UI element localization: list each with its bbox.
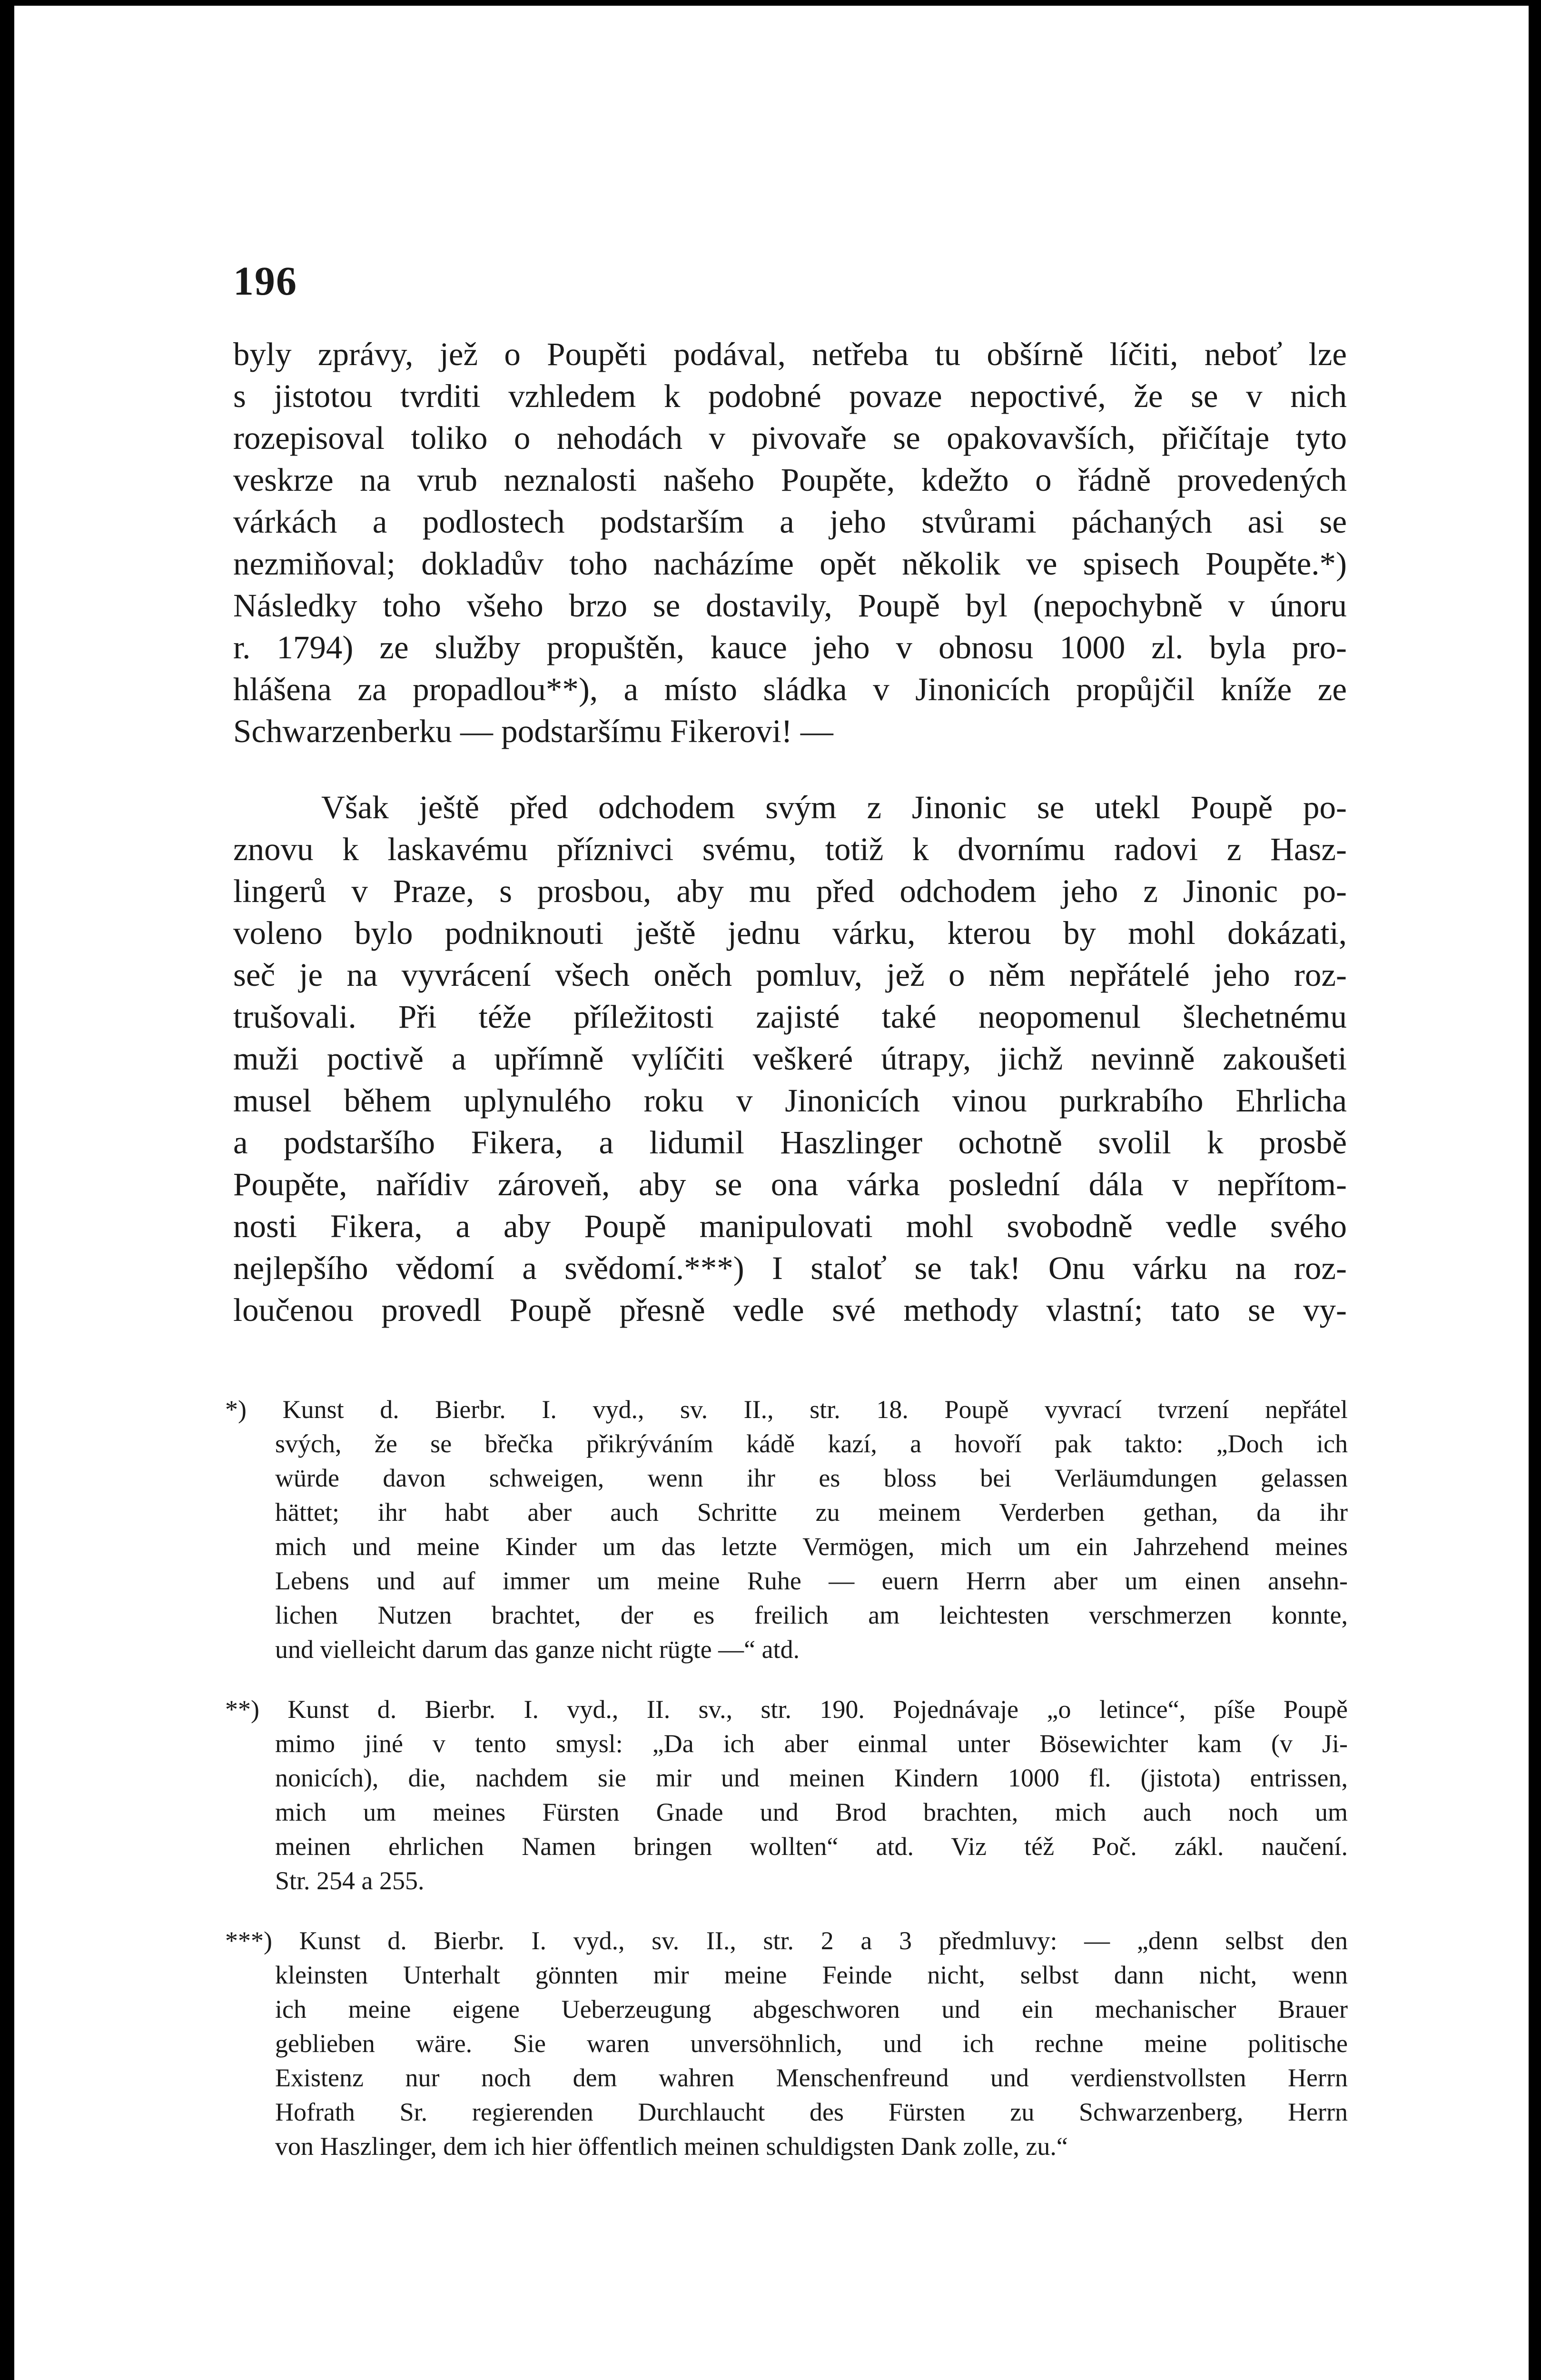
- text-line: voleno bylo podniknouti ještě jednu várku, kterou by mohl dokázati,: [233, 915, 1347, 951]
- footnote-line: Lebens und auf immer um meine Ruhe — euern Herrn aber um einen ansehn-: [275, 1567, 1348, 1595]
- footnote-line: geblieben wäre. Sie waren unversöhnlich, und ich rechne meine politische: [275, 2029, 1348, 2058]
- text-line: musel během uplynulého roku v Jinonicích vinou purkrabího Ehrlicha: [233, 1082, 1347, 1119]
- text-line: trušovali. Při téže příležitosti zajisté také neopomenul šlechetnému: [233, 999, 1347, 1035]
- text-line: nosti Fikera, a aby Poupě manipulovati mohl svobodně vedle svého: [233, 1208, 1347, 1244]
- footnote-line: hättet; ihr habt aber auch Schritte zu meinem Verderben gethan, da ihr: [275, 1498, 1348, 1527]
- footnote-line: lichen Nutzen brachtet, der es freilich am leichtesten verschmerzen konnte,: [275, 1601, 1348, 1629]
- scan-border-left: [0, 0, 14, 2380]
- footnote-line: nonicích), die, nachdem sie mir und meinen Kindern 1000 fl. (jistota) entrissen,: [275, 1764, 1348, 1792]
- footnote-line: mich und meine Kinder um das letzte Vermögen, mich um ein Jahrzehend meines: [275, 1532, 1348, 1561]
- text-line: nezmiňoval; dokladův toho nacházíme opět několik ve spisech Poupěte.*): [233, 545, 1347, 582]
- text-line: loučenou provedl Poupě přesně vedle své methody vlastní; tato se vy-: [233, 1292, 1347, 1328]
- main-text: [233, 333, 1347, 1331]
- footnote-line: mimo jiné v tento smysl: „Da ich aber einmal unter Bösewichter kam (v Ji-: [275, 1729, 1348, 1758]
- text-line: Poupěte, nařídiv zároveň, aby se ona várka poslední dála v nepřítom-: [233, 1166, 1347, 1202]
- text-line: nejlepšího vědomí a svědomí.***) I staloť se tak! Onu várku na roz-: [233, 1250, 1347, 1286]
- footnote-1: [225, 1392, 1348, 1666]
- footnote-line: würde davon schweigen, wenn ihr es bloss bei Verläumdungen gelassen: [275, 1464, 1348, 1492]
- page-number: 196: [233, 258, 297, 304]
- text-line: lingerů v Praze, s prosbou, aby mu před odchodem jeho z Jinonic po-: [233, 873, 1347, 909]
- text-line: seč je na vyvrácení všech oněch pomluv, jež o něm nepřátelé jeho roz-: [233, 957, 1347, 993]
- text-line: r. 1794) ze služby propuštěn, kauce jeho v obnosu 1000 zl. byla pro-: [233, 629, 1347, 665]
- text-line: Však ještě před odchodem svým z Jinonic se utekl Poupě po-: [321, 789, 1347, 825]
- text-line: a podstaršího Fikera, a lidumil Haszlinger ochotně svolil k prosbě: [233, 1124, 1347, 1160]
- footnote-line: und vielleicht darum das ganze nicht rügte —“ atd.: [275, 1635, 800, 1664]
- footnote-line: **) Kunst d. Bierbr. I. vyd., II. sv., str. 190. Pojednávaje „o letince“, píše Poupě: [225, 1695, 1348, 1724]
- footnote-line: meinen ehrlichen Namen bringen wollten“ atd. Viz též Poč. zákl. naučení.: [275, 1832, 1348, 1861]
- text-line: muži poctivě a upřímně vylíčiti veškeré útrapy, jichž nevinně zakoušeti: [233, 1041, 1347, 1077]
- text-line: znovu k laskavému příznivci svému, totiž k dvornímu radovi z Hasz-: [233, 831, 1347, 867]
- footnote-line: von Haszlinger, dem ich hier öffentlich meinen schuldigsten Dank zolle, zu.“: [275, 2132, 1068, 2161]
- footnotes: [225, 1392, 1348, 2163]
- text-line: veskrze na vrub neznalosti našeho Poupěte, kdežto o řádně provedených: [233, 462, 1347, 498]
- text-line: s jistotou tvrditi vzhledem k podobné povaze nepoctivé, že se v nich: [233, 378, 1347, 414]
- footnote-3: [225, 1924, 1348, 2163]
- text-line: byly zprávy, jež o Poupěti podával, netřeba tu obšírně líčiti, neboť lze: [233, 336, 1347, 372]
- footnote-line: kleinsten Unterhalt gönnten mir meine Feinde nicht, selbst dann nicht, wenn: [275, 1961, 1348, 1989]
- text-line: rozepisoval toliko o nehodách v pivovaře se opakovavších, přičítaje tyto: [233, 420, 1347, 456]
- footnote-line: mich um meines Fürsten Gnade und Brod brachten, mich auch noch um: [275, 1798, 1348, 1826]
- footnote-line: Existenz nur noch dem wahren Menschenfreund und verdienstvollsten Herrn: [275, 2063, 1348, 2092]
- footnote-line: Hofrath Sr. regierenden Durchlaucht des Fürsten zu Schwarzenberg, Herrn: [275, 2098, 1348, 2126]
- text-line: Schwarzenberku — podstaršímu Fikerovi! —: [233, 713, 833, 749]
- text-line: várkách a podlostech podstarším a jeho stvůrami páchaných asi se: [233, 504, 1347, 540]
- footnote-line: svých, že se břečka přikrýváním kádě kazí, a hovoří pak takto: „Doch ich: [275, 1429, 1348, 1458]
- scan-border-top: [0, 0, 1541, 6]
- footnote-line: *) Kunst d. Bierbr. I. vyd., sv. II., str. 18. Poupě vyvrací tvrzení nepřátel: [225, 1395, 1348, 1424]
- text-line: Následky toho všeho brzo se dostavily, Poupě byl (nepochybně v únoru: [233, 587, 1347, 624]
- footnote-line: ***) Kunst d. Bierbr. I. vyd., sv. II., str. 2 a 3 předmluvy: — „denn selbst den: [225, 1926, 1348, 1955]
- footnote-line: ich meine eigene Ueberzeugung abgeschworen und ein mechanischer Brauer: [275, 1995, 1348, 2023]
- footnote-2: [225, 1692, 1348, 1898]
- text-line: hlášena za propadlou**), a místo sládka v Jinonicích propůjčil kníže ze: [233, 671, 1347, 707]
- footnote-line: Str. 254 a 255.: [275, 1866, 425, 1895]
- scan-border-right: [1529, 0, 1541, 2380]
